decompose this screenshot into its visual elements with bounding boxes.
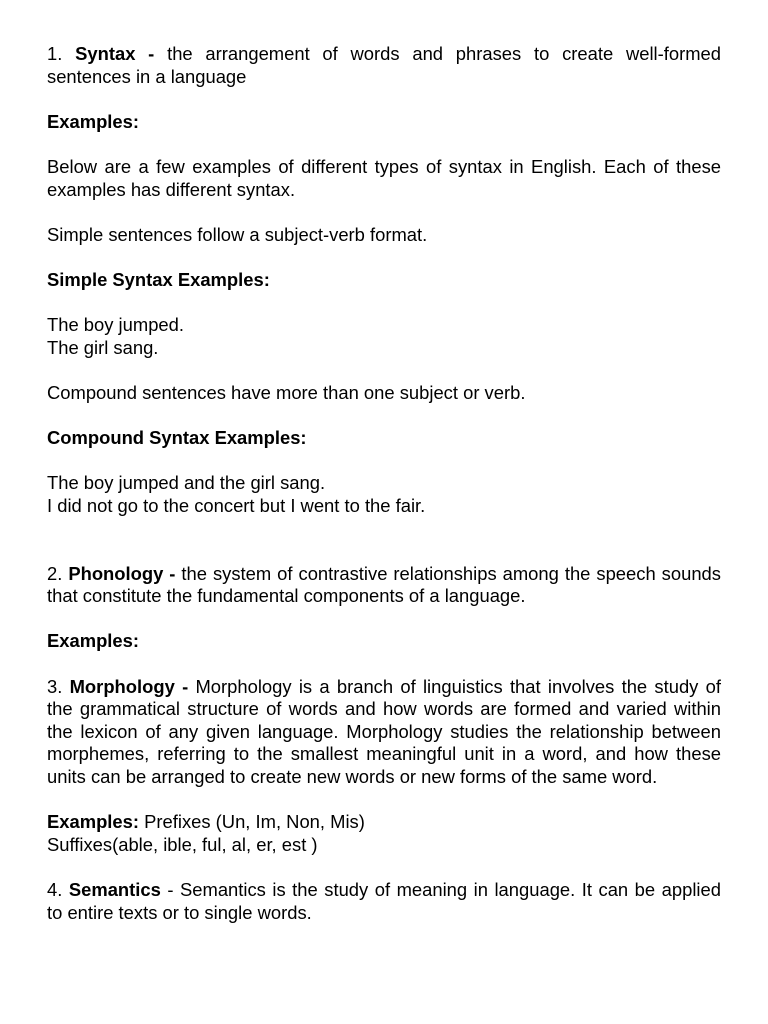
syntax-intro: Below are a few examples of different types of syntax in English. Each of these examples has different syntax. (47, 155, 721, 200)
prefixes-line (47, 811, 721, 834)
morphology-examples-heading: Examples: (47, 811, 139, 833)
semantics-definition (47, 879, 721, 924)
semantics-term: Semantics (68, 878, 161, 900)
morphology-definition-text: Morphology is a branch of linguistics that involves the study of the grammatical structure of words and how words are formed and varied within the lexicon of any given language. Morphology studies the relationship between morphemes, referring to the smallest meaningful unit in a word, and how these units can be arranged to create new words or new forms of the same word. (47, 675, 721, 787)
simple-syntax-heading: Simple Syntax Examples: (47, 268, 270, 290)
semantics-separator: - (167, 878, 174, 900)
document-page (47, 43, 721, 947)
example-line: I did not go to the concert but I went to the fair. (47, 494, 426, 516)
semantics-definition-text: Semantics is the study of meaning in language. It can be applied to entire texts or to single words. (47, 878, 721, 923)
syntax-definition-text: the arrangement of words and phrases to create well-formed sentences in a language (47, 43, 721, 87)
phonology-term: Phonology - (68, 562, 176, 584)
phonology-examples-heading: Examples: (47, 630, 139, 652)
compound-sentences-note: Compound sentences have more than one subject or verb. (47, 381, 526, 403)
example-line: The boy jumped. (47, 314, 184, 336)
compound-syntax-examples (47, 472, 721, 517)
phonology-number: 2. (47, 562, 63, 584)
morphology-term: Morphology - (69, 675, 189, 697)
simple-sentences-note: Simple sentences follow a subject-verb format. (47, 223, 428, 245)
morphology-definition (47, 676, 721, 789)
syntax-term: Syntax - (75, 43, 155, 64)
syntax-examples-heading: Examples: (47, 110, 139, 132)
morphology-number: 3. (47, 675, 63, 697)
syntax-number: 1. (47, 43, 63, 64)
simple-syntax-examples (47, 314, 721, 359)
suffixes-line: Suffixes(able, ible, ful, al, er, est ) (47, 833, 318, 855)
example-line: The girl sang. (47, 336, 159, 358)
morphology-examples (47, 811, 721, 856)
syntax-definition (47, 43, 721, 88)
phonology-definition (47, 563, 721, 608)
prefixes-text: Prefixes (Un, Im, Non, Mis) (144, 811, 365, 833)
example-line: The boy jumped and the girl sang. (47, 472, 326, 494)
phonology-definition-text: the system of contrastive relationships among the speech sounds that constitute the fundamental components of a language. (47, 562, 721, 607)
semantics-number: 4. (47, 878, 63, 900)
compound-syntax-heading: Compound Syntax Examples: (47, 427, 307, 449)
